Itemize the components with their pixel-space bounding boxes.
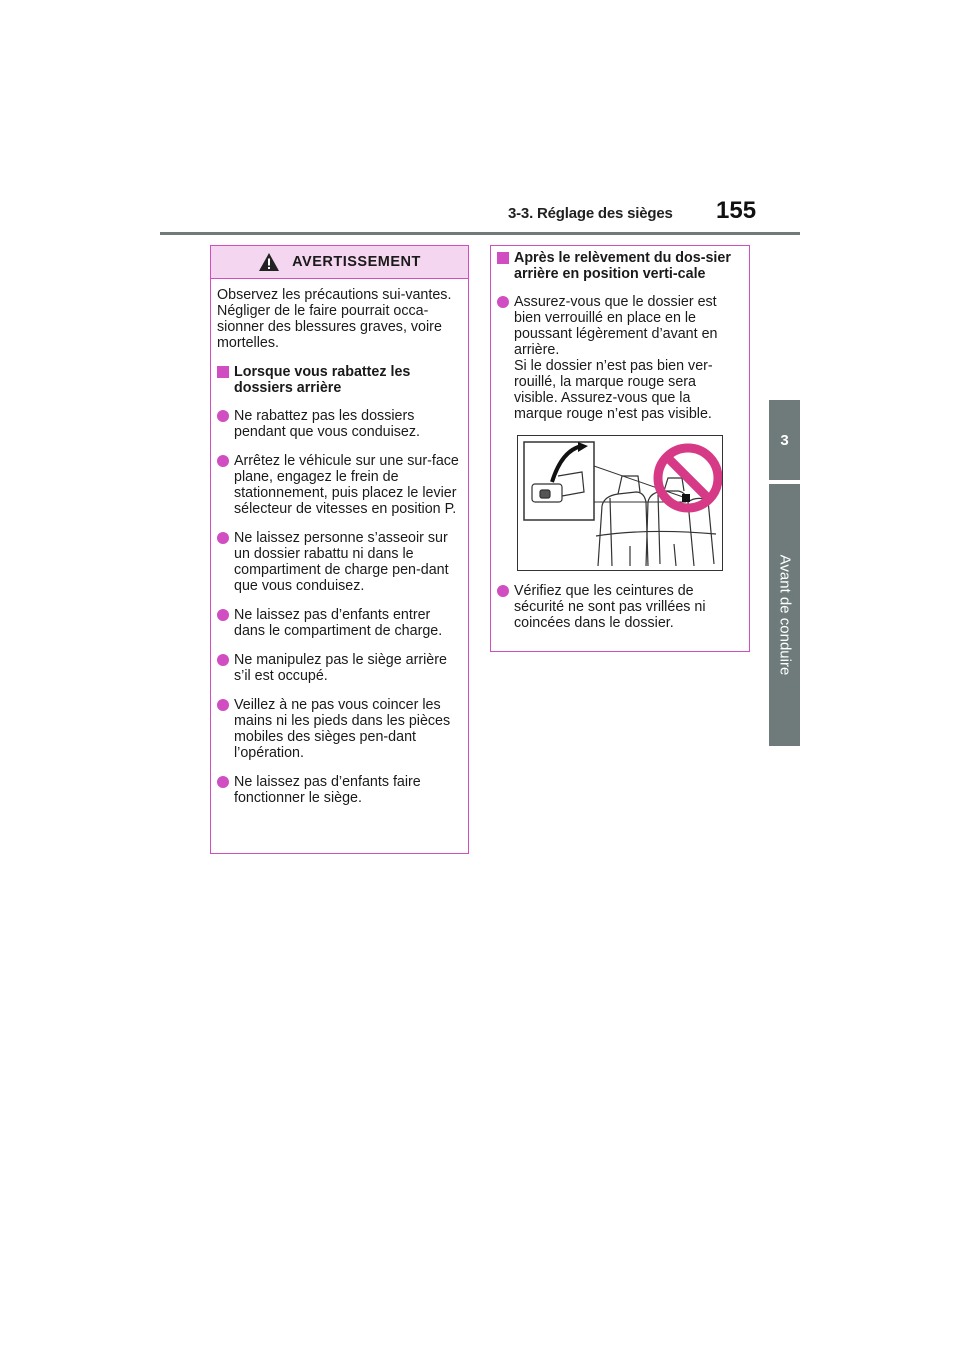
warning-box — [210, 245, 469, 854]
warning-section-heading — [217, 364, 460, 396]
chapter-tab-number — [769, 400, 800, 480]
square-bullet-icon — [217, 366, 229, 378]
info-box — [490, 245, 750, 652]
warning-section-title: Lorsque vous rabattez les dossiers arrière — [234, 364, 411, 396]
list-item-text: Ne laissez pas d’enfants entrer dans le compartiment de charge. — [234, 607, 443, 639]
info-content — [491, 246, 749, 631]
chapter-label: Avant de conduire — [776, 554, 793, 676]
bullet-dot-icon — [217, 776, 229, 788]
warning-intro-1: Observez les précautions sui-vantes. — [217, 287, 452, 303]
chapter-number: 3 — [780, 431, 789, 449]
section-header: 3-3. Réglage des sièges — [508, 205, 673, 222]
list-item-text — [514, 294, 741, 422]
seat-illustration — [517, 435, 723, 571]
bullet-dot-icon — [217, 654, 229, 666]
info-section-title: Après le relèvement du dos-sier arrière en position verti-cale — [514, 250, 731, 282]
bullet-dot-icon — [217, 410, 229, 422]
warning-intro-2: Négliger de le faire pourrait occa-sionner des blessures graves, voire mortelles. — [217, 303, 442, 351]
list-item-text: Veillez à ne pas vous coincer les mains ni les pieds dans les pièces mobiles des sièges pen-dant l’opération. — [234, 697, 451, 761]
list-item — [217, 530, 460, 594]
list-item-text-2: Si le dossier n’est pas bien ver-rouillé, la marque rouge sera visible. Assurez-vous que la marque rouge n’est pas visible. — [514, 358, 713, 422]
list-item-text-1: Assurez-vous que le dossier est bien verrouillé en place en le poussant légèrement d’avant en arrière. — [514, 294, 718, 358]
list-item-text: Ne rabattez pas les dossiers pendant que vous conduisez. — [234, 408, 420, 440]
info-section-heading — [497, 250, 741, 282]
list-item — [217, 453, 460, 517]
bullet-dot-icon — [217, 609, 229, 621]
list-item — [497, 294, 741, 422]
warning-triangle-icon — [258, 252, 280, 272]
list-item — [217, 607, 460, 639]
list-item-text: Ne laissez pas d’enfants faire fonctionner le siège. — [234, 774, 421, 806]
list-item — [217, 774, 460, 806]
bullet-dot-icon — [217, 532, 229, 544]
list-item-text: Ne laissez personne s’asseoir sur un dossier rabattu ni dans le compartiment de charge pen-dant que vous conduisez. — [234, 530, 449, 594]
list-item — [217, 697, 460, 761]
bullet-dot-icon — [497, 296, 509, 308]
page-number: 155 — [716, 197, 757, 224]
bullet-dot-icon — [217, 699, 229, 711]
warning-intro — [217, 287, 462, 351]
rear-seat-drawing — [518, 436, 722, 570]
warning-content — [211, 279, 468, 806]
list-item-text: Vérifiez que les ceintures de sécurité ne sont pas vrillées ni coincées dans le dossier. — [514, 583, 706, 631]
list-item-text: Ne manipulez pas le siège arrière s’il est occupé. — [234, 652, 447, 684]
list-item — [217, 408, 460, 440]
warning-header — [211, 246, 468, 279]
header-rule — [160, 232, 800, 235]
square-bullet-icon — [497, 252, 509, 264]
list-item-text: Arrêtez le véhicule sur une sur-face plane, engagez le frein de stationnement, puis placez le levier sélecteur de vitesses en position P. — [234, 453, 459, 517]
warning-title: AVERTISSEMENT — [292, 254, 421, 270]
list-item — [497, 583, 741, 631]
bullet-dot-icon — [217, 455, 229, 467]
bullet-dot-icon — [497, 585, 509, 597]
chapter-tab-label — [769, 484, 800, 746]
list-item — [217, 652, 460, 684]
